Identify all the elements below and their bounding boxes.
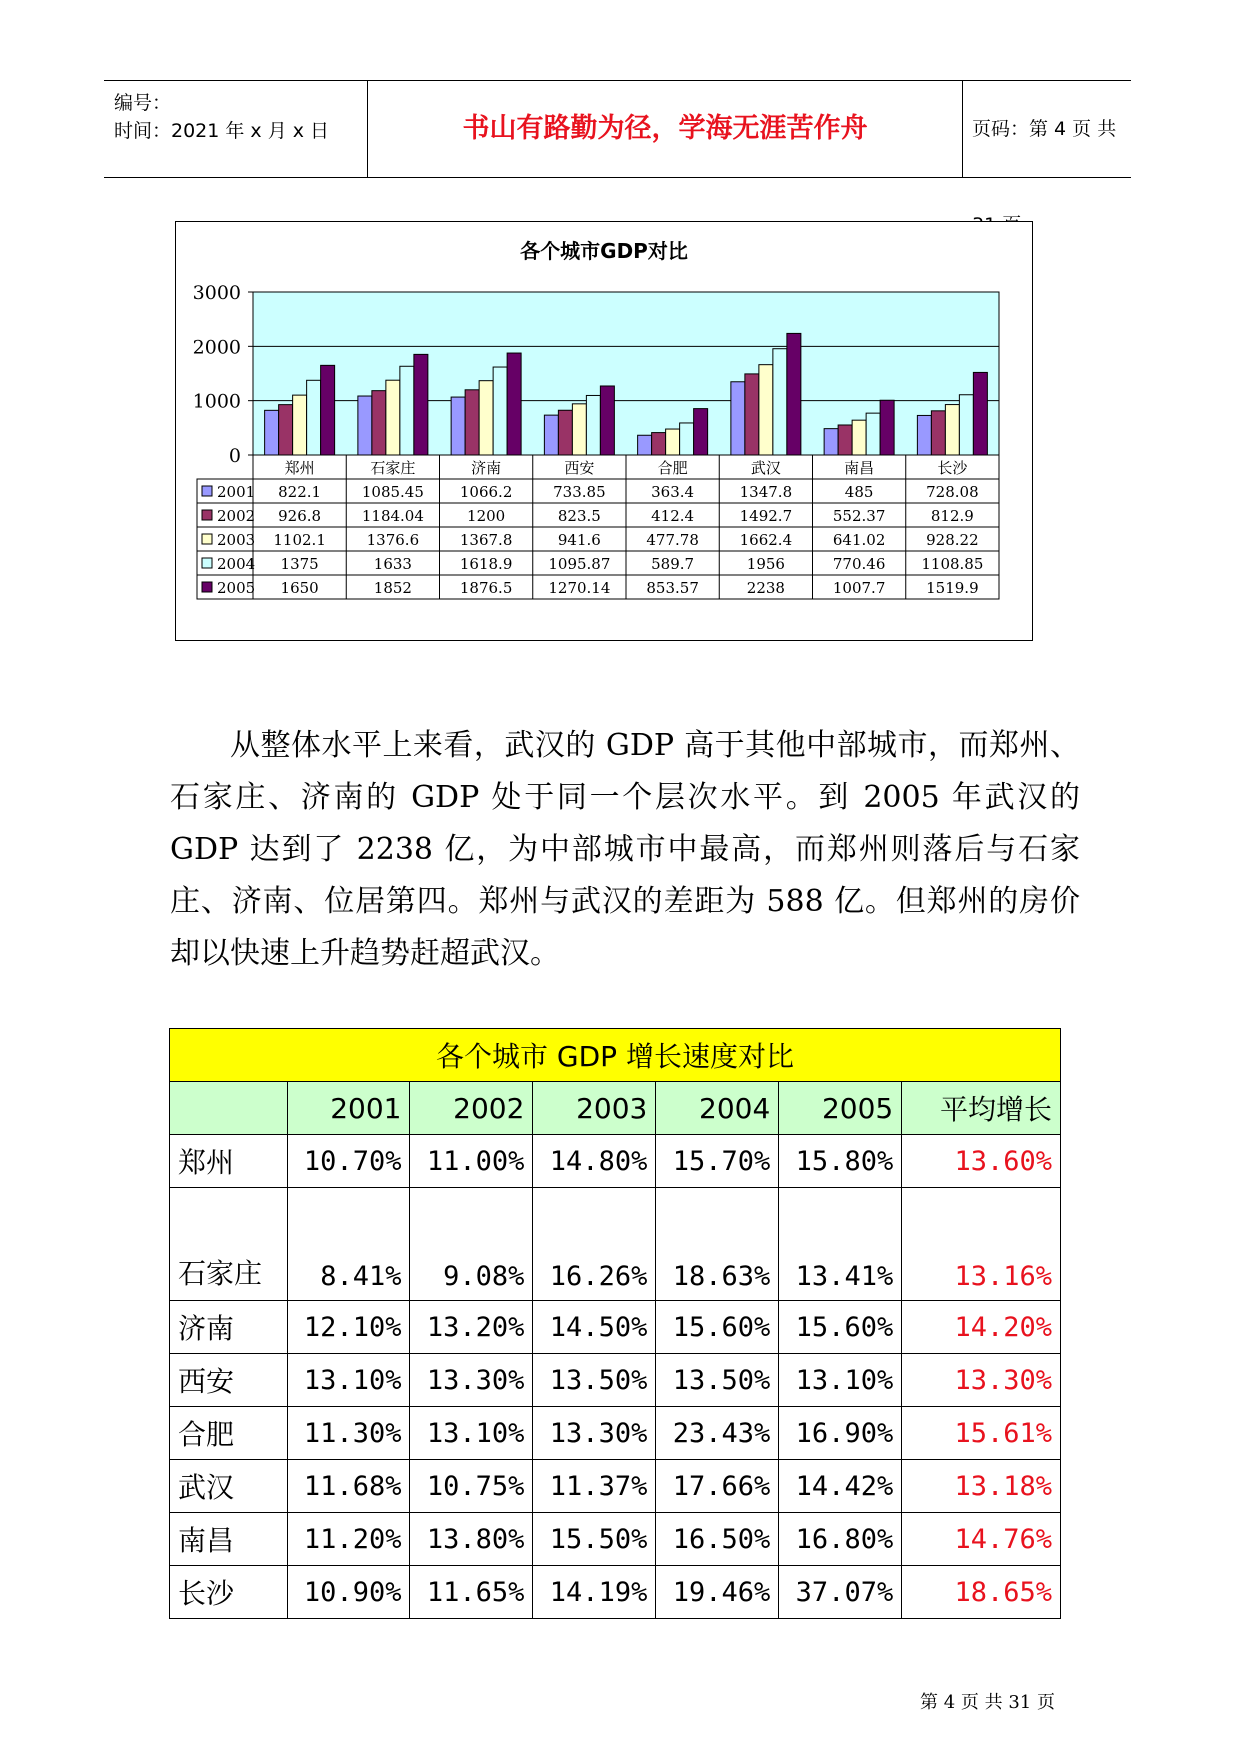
average-growth-cell: 13.18% [902,1460,1061,1513]
bar-2003 [666,429,680,455]
data-label: 1375 [280,555,319,573]
category-label: 石家庄 [370,459,416,477]
growth-cell: 13.30% [533,1407,656,1460]
growth-cell: 13.10% [779,1354,902,1407]
bar-2003 [572,404,586,455]
growth-cell: 14.50% [533,1301,656,1354]
column-header: 2005 [779,1082,902,1135]
growth-cell: 9.08% [410,1188,533,1301]
bar-2003 [759,365,773,455]
city-cell: 武汉 [170,1460,288,1513]
data-label: 2238 [746,579,785,597]
data-label: 1066.2 [459,483,513,501]
data-label: 1367.8 [459,531,513,549]
bar-2002 [838,425,852,455]
bar-2003 [852,420,866,455]
category-label: 长沙 [937,459,968,477]
growth-cell: 11.37% [533,1460,656,1513]
table-row [170,1566,1061,1619]
gdp-chart-svg [176,222,1032,640]
body-paragraph [170,720,1080,980]
column-header: 2002 [410,1082,533,1135]
data-label: 485 [844,483,874,501]
category-label: 合肥 [657,459,688,477]
bar-2002 [279,405,293,455]
growth-cell: 12.10% [287,1301,410,1354]
column-header [170,1082,288,1135]
column-header: 平均增长 [902,1082,1061,1135]
bar-2004 [586,395,600,455]
data-label: 1662.4 [739,531,793,549]
legend-label: 2005 [217,579,256,597]
column-header: 2003 [533,1082,656,1135]
legend-key-2001 [202,486,212,496]
column-header: 2004 [656,1082,779,1135]
bar-2002 [558,410,572,455]
category-label: 南昌 [844,459,875,477]
bar-2002 [652,433,666,455]
category-label: 武汉 [750,459,781,477]
data-label: 1519.9 [926,579,979,597]
growth-cell: 15.70% [656,1135,779,1188]
city-cell: 长沙 [170,1566,288,1619]
city-cell: 济南 [170,1301,288,1354]
growth-cell: 14.19% [533,1566,656,1619]
table-row [170,1354,1061,1407]
category-label: 郑州 [284,459,315,477]
table-row [170,1460,1061,1513]
growth-table-header-row [170,1082,1061,1135]
table-row [170,1513,1061,1566]
y-tick-label: 0 [228,445,241,467]
data-label: 770.46 [832,555,886,573]
growth-cell: 13.41% [779,1188,902,1301]
data-label: 641.02 [832,531,886,549]
bar-2002 [931,411,945,455]
header-meta [114,89,364,145]
growth-cell: 14.42% [779,1460,902,1513]
growth-cell: 13.80% [410,1513,533,1566]
bar-2002 [465,390,479,455]
data-label: 1007.7 [832,579,886,597]
bar-2001 [265,410,279,455]
legend-label: 2002 [217,507,256,525]
growth-cell: 13.30% [410,1354,533,1407]
growth-cell: 16.80% [779,1513,902,1566]
growth-cell: 13.10% [287,1354,410,1407]
legend-label: 2003 [217,531,256,549]
header-page-label: 页码：第 4 页 共 [972,118,1117,140]
average-growth-cell: 13.30% [902,1354,1061,1407]
city-cell: 西安 [170,1354,288,1407]
data-label: 1492.7 [739,507,793,525]
data-label: 1650 [280,579,319,597]
column-header: 2001 [287,1082,410,1135]
growth-cell: 15.80% [779,1135,902,1188]
growth-cell: 17.66% [656,1460,779,1513]
gdp-chart [175,221,1033,641]
average-growth-cell: 13.16% [902,1188,1061,1301]
table-row [170,1301,1061,1354]
bar-2003 [945,405,959,455]
bar-2001 [917,415,931,455]
average-growth-cell: 15.61% [902,1407,1061,1460]
average-growth-cell: 14.20% [902,1301,1061,1354]
data-label: 733.85 [553,483,606,501]
data-label: 812.9 [930,507,974,525]
growth-cell: 15.60% [779,1301,902,1354]
growth-cell: 37.07% [779,1566,902,1619]
bar-2001 [451,397,465,455]
data-label: 853.57 [646,579,699,597]
table-row [170,1135,1061,1188]
growth-cell: 23.43% [656,1407,779,1460]
data-label: 589.7 [651,555,695,573]
bar-2004 [400,366,414,455]
bar-2004 [307,380,321,455]
bar-2005 [694,409,708,455]
bar-2002 [745,374,759,455]
header-time-label: 时间：2021 年 x 月 x 日 [114,120,330,142]
y-tick-label: 3000 [192,282,241,304]
bar-2003 [479,381,493,455]
y-tick-label: 1000 [192,390,241,413]
growth-cell: 13.50% [656,1354,779,1407]
growth-table [169,1028,1061,1619]
city-cell: 郑州 [170,1135,288,1188]
growth-cell: 14.80% [533,1135,656,1188]
legend-key-2005 [202,582,212,592]
bar-2004 [959,395,973,455]
bar-2002 [372,391,386,455]
growth-cell: 15.50% [533,1513,656,1566]
city-cell: 南昌 [170,1513,288,1566]
data-label: 363.4 [651,483,695,501]
growth-cell: 18.63% [656,1188,779,1301]
bar-2005 [600,386,614,455]
bar-2005 [787,333,801,455]
data-label: 1200 [467,507,506,525]
data-label: 728.08 [926,483,979,501]
data-label: 1956 [746,555,785,573]
average-growth-cell: 14.76% [902,1513,1061,1566]
bar-2005 [973,372,987,455]
bar-2005 [880,400,894,455]
growth-cell: 11.68% [287,1460,410,1513]
data-label: 823.5 [557,507,601,525]
category-label: 济南 [471,459,502,477]
average-growth-cell: 13.60% [902,1135,1061,1188]
data-label: 926.8 [278,507,322,525]
bar-2003 [386,380,400,455]
data-label: 1085.45 [361,483,424,501]
growth-cell: 13.50% [533,1354,656,1407]
table-row [170,1407,1061,1460]
bar-2004 [773,349,787,455]
data-label: 1347.8 [739,483,793,501]
data-label: 1102.1 [273,531,326,549]
legend-label: 2001 [217,483,256,501]
growth-cell: 11.00% [410,1135,533,1188]
bar-2001 [824,429,838,455]
header-number-label: 编号： [114,92,172,114]
table-row [170,1188,1061,1301]
category-label: 西安 [564,459,595,477]
growth-cell: 11.65% [410,1566,533,1619]
y-tick-label: 2000 [192,336,241,359]
average-growth-cell: 18.65% [902,1566,1061,1619]
growth-cell: 16.90% [779,1407,902,1460]
bar-2004 [493,367,507,455]
bar-2001 [638,435,652,455]
growth-table-title: 各个城市 GDP 增长速度对比 [170,1029,1061,1082]
data-label: 1633 [373,555,412,573]
data-label: 1618.9 [459,555,513,573]
growth-cell: 8.41% [287,1188,410,1301]
data-label: 822.1 [278,483,322,501]
data-label: 1876.5 [459,579,513,597]
growth-cell: 11.30% [287,1407,410,1460]
legend-key-2004 [202,558,212,568]
bar-2004 [680,423,694,455]
city-cell: 石家庄 [170,1188,288,1301]
growth-table-title-row [170,1029,1061,1082]
growth-cell: 11.20% [287,1513,410,1566]
bar-2003 [293,395,307,455]
bar-2001 [544,415,558,455]
data-label: 1270.14 [548,579,611,597]
growth-cell: 13.10% [410,1407,533,1460]
growth-cell: 13.20% [410,1301,533,1354]
data-label: 1184.04 [361,507,424,525]
bar-2005 [414,354,428,455]
data-label: 928.22 [926,531,979,549]
growth-cell: 16.26% [533,1188,656,1301]
bar-2001 [358,396,372,455]
header-divider [962,81,963,177]
page-header [104,80,1131,178]
header-motto: 书山有路勤为径，学海无涯苦作舟 [462,113,868,144]
paragraph-text: 从整体水平上来看，武汉的 GDP 高于其他中部城市，而郑州、石家庄、济南的 GDP 处于同一个层次水平。到 2005 年武汉的 GDP 达到了 2238 亿，为中部城市中最高，而郑州则落后与石家庄、济南、位居第四。郑州与武汉的差距为 588 亿。但郑州的房价却以快速上升趋势赶超武汉。 [170,728,1080,971]
bar-2005 [321,365,335,455]
city-cell: 合肥 [170,1407,288,1460]
legend-key-2002 [202,510,212,520]
data-label: 552.37 [832,507,886,525]
data-label: 1852 [373,579,412,597]
chart-title: 各个城市GDP对比 [520,239,688,263]
bar-2005 [507,353,521,455]
data-label: 1108.85 [921,555,984,573]
data-label: 941.6 [557,531,601,549]
growth-cell: 10.70% [287,1135,410,1188]
data-label: 477.78 [646,531,699,549]
legend-key-2003 [202,534,212,544]
bar-2001 [731,382,745,455]
page-footer: 第 4 页 共 31 页 [920,1692,1055,1713]
growth-cell: 10.90% [287,1566,410,1619]
bar-2004 [866,413,880,455]
data-label: 1095.87 [548,555,611,573]
growth-cell: 15.60% [656,1301,779,1354]
growth-cell: 10.75% [410,1460,533,1513]
data-label: 412.4 [651,507,695,525]
growth-cell: 16.50% [656,1513,779,1566]
data-label: 1376.6 [366,531,420,549]
growth-cell: 19.46% [656,1566,779,1619]
legend-label: 2004 [217,555,256,573]
